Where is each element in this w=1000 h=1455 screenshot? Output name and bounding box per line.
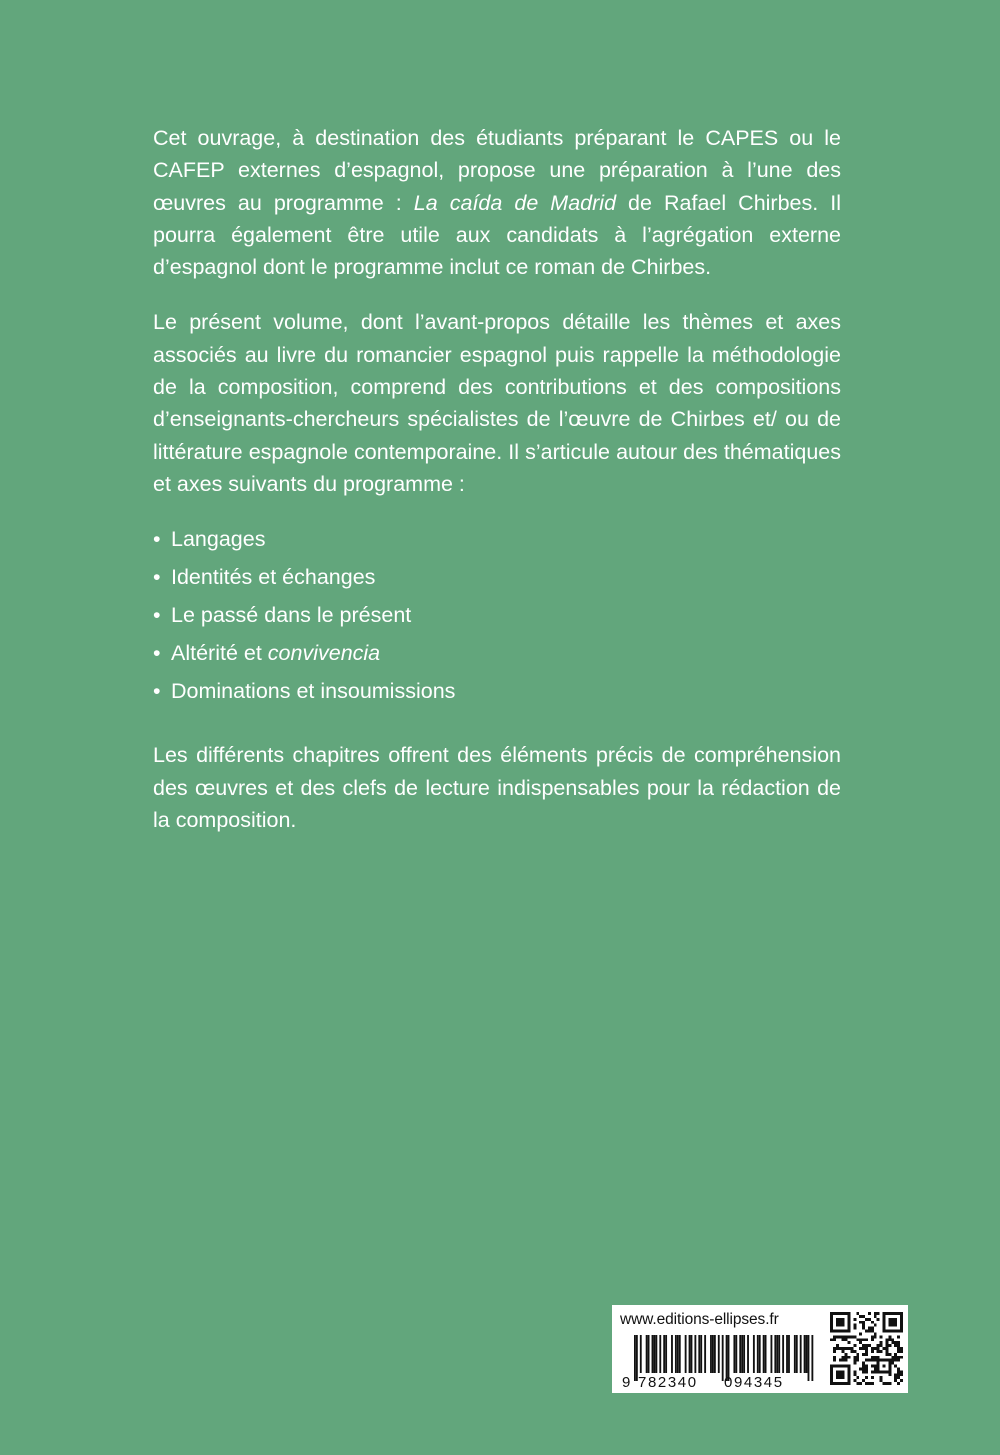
theme-label: Le passé dans le présent (171, 603, 412, 628)
qr-module (868, 1359, 871, 1362)
qr-module (897, 1359, 900, 1362)
barcode-bar (704, 1335, 706, 1373)
list-item (153, 596, 841, 634)
qr-module (897, 1347, 900, 1350)
qr-module (865, 1350, 868, 1353)
barcode-bar (712, 1335, 714, 1373)
qr-module (853, 1335, 856, 1338)
qr-module (897, 1335, 900, 1338)
barcode-bar (675, 1335, 677, 1373)
qr-module (833, 1338, 836, 1341)
qr-module (862, 1370, 865, 1373)
qr-module (871, 1370, 874, 1373)
theme-label: Altérité et (171, 641, 268, 666)
barcode-bar (689, 1335, 691, 1373)
barcode-bar (655, 1335, 657, 1373)
qr-module (865, 1344, 868, 1347)
qr-module (900, 1373, 903, 1376)
qr-module (897, 1344, 900, 1347)
barcode-bar (714, 1335, 716, 1373)
qr-module (853, 1318, 856, 1321)
barcode-bar (665, 1335, 667, 1373)
qr-module (891, 1338, 894, 1341)
paragraph-volume: Le présent volume, dont l’avant-propos détaille les thèmes et axes associés au livre du romancier espagnol puis rappelle la méthodologie de la composition, comprend des contributions et des compositions d’enseignants-chercheurs spécialistes de l’œuvre de Chirbes et/ ou de littérature espagnole contemporaine. Il s’articule autour des thématiques et axes suivants du programme : (153, 310, 841, 496)
qr-module (859, 1341, 862, 1344)
barcode-bar (763, 1335, 765, 1373)
qr-module (862, 1315, 865, 1318)
qr-module (883, 1382, 886, 1385)
qr-module (836, 1347, 839, 1350)
qr-module (894, 1359, 897, 1362)
qr-module (897, 1341, 900, 1344)
qr-module (836, 1318, 845, 1327)
qr-module (833, 1347, 836, 1350)
qr-module (871, 1356, 874, 1359)
qr-module (897, 1367, 900, 1370)
qr-module (877, 1318, 880, 1321)
qr-module (853, 1379, 856, 1382)
qr-module (883, 1347, 886, 1350)
theme-label-italic: convivencia (267, 641, 381, 666)
qr-module (839, 1347, 842, 1350)
qr-module (880, 1376, 883, 1379)
barcode-bar (811, 1335, 813, 1381)
qr-module (862, 1367, 865, 1370)
qr-module (850, 1347, 853, 1350)
qr-module (853, 1356, 856, 1359)
barcode-bar (788, 1335, 790, 1373)
barcode-bar (776, 1335, 778, 1373)
qr-module (894, 1356, 897, 1359)
qr-module (888, 1353, 891, 1356)
barcode-bar (778, 1335, 780, 1373)
qr-module (871, 1330, 874, 1333)
qr-module (877, 1347, 880, 1350)
qr-module (897, 1373, 900, 1376)
qr-module (859, 1321, 862, 1324)
barcode-bar (759, 1335, 761, 1373)
qr-module (868, 1344, 871, 1347)
qr-module (897, 1356, 900, 1359)
barcode-bar (771, 1335, 773, 1373)
barcode-bar (743, 1335, 745, 1373)
qr-module (880, 1344, 883, 1347)
qr-module (888, 1382, 891, 1385)
paragraph-intro (153, 122, 841, 283)
qr-module (885, 1353, 888, 1356)
bullet-icon: • (153, 565, 161, 590)
list-item (153, 558, 841, 596)
barcode-bar (765, 1335, 767, 1373)
qr-module (894, 1365, 897, 1368)
qr-module (862, 1347, 865, 1350)
qr-module (856, 1338, 859, 1341)
themes-list (153, 520, 841, 710)
qr-module (845, 1356, 848, 1359)
isbn-digit-lead: 9 (622, 1374, 631, 1389)
qr-module (888, 1344, 891, 1347)
qr-module (897, 1350, 900, 1353)
qr-module (888, 1318, 897, 1327)
qr-module (874, 1359, 877, 1362)
bullet-icon: • (153, 641, 161, 666)
qr-module (868, 1312, 871, 1315)
qr-module (848, 1335, 851, 1338)
qr-module (865, 1365, 868, 1368)
barcode-panel (612, 1305, 908, 1393)
isbn-digits-right: 094345 (724, 1374, 784, 1389)
qr-module (865, 1382, 868, 1385)
qr-module (839, 1335, 842, 1338)
qr-module (859, 1367, 862, 1370)
qr-module (853, 1344, 856, 1347)
novel-title: La caída de Madrid (413, 190, 617, 215)
qr-module (842, 1350, 845, 1353)
qr-module (894, 1379, 897, 1382)
qr-module (850, 1335, 853, 1338)
qr-module (856, 1359, 859, 1362)
barcode-bar (786, 1335, 788, 1373)
barcode-bar (698, 1335, 700, 1373)
qr-module (862, 1321, 865, 1324)
barcode-bar (694, 1335, 696, 1373)
barcode-bar (659, 1335, 661, 1373)
qr-module (877, 1344, 880, 1347)
barcode-bar (634, 1335, 636, 1381)
qr-module (836, 1335, 839, 1338)
barcode-bar (710, 1335, 712, 1373)
qr-module (871, 1376, 874, 1379)
barcode-bar (741, 1335, 743, 1373)
qr-module (883, 1365, 886, 1368)
qr-module (862, 1379, 865, 1382)
qr-module (839, 1359, 842, 1362)
qr-module (891, 1359, 894, 1362)
qr-module (880, 1350, 883, 1353)
barcode-bar (691, 1335, 693, 1373)
qr-module (853, 1370, 856, 1373)
bullet-icon: • (153, 527, 161, 552)
qr-module (880, 1335, 883, 1338)
barcode-bar (733, 1335, 735, 1373)
barcode-bar (753, 1335, 755, 1373)
qr-module (856, 1312, 859, 1315)
barcode-bar (718, 1335, 720, 1373)
qr-module (871, 1347, 874, 1350)
qr-module (856, 1356, 859, 1359)
qr-module (877, 1350, 880, 1353)
qr-module (842, 1338, 845, 1341)
barcode-bar (774, 1335, 776, 1373)
qr-module (900, 1356, 903, 1359)
qr-module (874, 1324, 877, 1327)
qr-module (877, 1356, 880, 1359)
qr-module (891, 1362, 894, 1365)
qr-module (848, 1356, 851, 1359)
qr-module (862, 1324, 865, 1327)
qr-module (859, 1315, 862, 1318)
theme-label: Dominations et insoumissions (171, 679, 456, 704)
qr-module (874, 1332, 877, 1335)
qr-module (871, 1338, 874, 1341)
qr-module (894, 1376, 897, 1379)
qr-module (885, 1347, 888, 1350)
qr-module (862, 1362, 865, 1365)
qr-module (862, 1365, 865, 1368)
qr-module (871, 1321, 874, 1324)
qr-module (874, 1356, 877, 1359)
barcode-bar (663, 1335, 665, 1373)
qr-module (885, 1341, 888, 1344)
qr-module (888, 1373, 891, 1376)
qr-module (833, 1350, 836, 1353)
barcode-bar (800, 1335, 802, 1373)
qr-module (888, 1335, 891, 1338)
qr-module (894, 1373, 897, 1376)
barcode-bar (640, 1335, 642, 1373)
list-item (153, 672, 841, 710)
qr-module (894, 1344, 897, 1347)
qr-module (842, 1356, 845, 1359)
qr-module (865, 1338, 868, 1341)
qr-module (871, 1382, 874, 1385)
qr-module (842, 1359, 845, 1362)
qr-module (862, 1344, 865, 1347)
qr-module (845, 1338, 848, 1341)
theme-label: Langages (171, 527, 266, 552)
description-text (153, 122, 841, 836)
qr-module (891, 1341, 894, 1344)
paragraph-intro-part1: Cet ouvrage, à destination des étudiants préparant le CAPES ou le CAFEP externes d’espagnol, propose une préparation à l’une des œuvres au programme : (153, 126, 841, 215)
qr-module (874, 1312, 877, 1315)
qr-module (836, 1370, 845, 1379)
barcode-bar (735, 1335, 737, 1373)
qr-module (888, 1338, 891, 1341)
qr-module (859, 1338, 862, 1341)
qr-module (894, 1353, 897, 1356)
qr-module (874, 1365, 877, 1368)
qr-module (897, 1370, 900, 1373)
paragraph-conclusion: Les différents chapitres offrent des éléments précis de compréhension des œuvres et des clefs de lecture indispensables pour la rédaction de la composition. (153, 743, 841, 832)
qr-module (862, 1327, 865, 1330)
qr-module (874, 1367, 877, 1370)
qr-module (865, 1370, 868, 1373)
barcode-bar (677, 1335, 679, 1373)
qr-module (891, 1356, 894, 1359)
list-item (153, 634, 841, 672)
qr-module (871, 1327, 874, 1330)
qr-module (830, 1338, 833, 1341)
qr-code-icon[interactable] (830, 1312, 903, 1385)
barcode-bar (794, 1335, 796, 1373)
barcode-bar (808, 1335, 810, 1381)
qr-module (865, 1347, 868, 1350)
qr-module (897, 1376, 900, 1379)
barcode-bar (757, 1335, 759, 1373)
qr-module (865, 1330, 868, 1333)
barcode-bar (747, 1335, 749, 1373)
qr-module (868, 1330, 871, 1333)
qr-module (833, 1359, 836, 1362)
bullet-icon: • (153, 679, 161, 704)
publisher-website-link[interactable]: www.editions-ellipses.fr (620, 1311, 779, 1328)
barcode-bar (646, 1335, 648, 1373)
qr-module (850, 1350, 853, 1353)
qr-module (859, 1382, 862, 1385)
qr-module (885, 1344, 888, 1347)
qr-module (871, 1359, 874, 1362)
qr-module (853, 1350, 856, 1353)
qr-module (868, 1382, 871, 1385)
qr-module (862, 1353, 865, 1356)
qr-module (848, 1347, 851, 1350)
qr-module (845, 1347, 848, 1350)
qr-module (877, 1312, 880, 1315)
barcode-bar (648, 1335, 650, 1373)
qr-module (853, 1362, 856, 1365)
isbn-digits-left: 782340 (638, 1374, 698, 1389)
qr-module (853, 1324, 856, 1327)
barcode-bar (804, 1335, 806, 1373)
qr-module (871, 1335, 874, 1338)
barcode-bar (782, 1335, 784, 1373)
qr-module (900, 1347, 903, 1350)
barcode-bar (806, 1335, 808, 1373)
qr-module (885, 1382, 888, 1385)
qr-module (874, 1347, 877, 1350)
paragraph-intro-part2: de Rafael Chirbes. Il pourra également être utile aux candidats à l’agrégation externe d’espagnol dont le programme inclut ce roman de Chirbes. (153, 190, 842, 280)
qr-module (859, 1332, 862, 1335)
qr-module (856, 1353, 859, 1356)
qr-module (897, 1382, 900, 1385)
qr-module (865, 1353, 868, 1356)
qr-module (868, 1327, 871, 1330)
barcode-bar (685, 1335, 687, 1373)
qr-module (859, 1347, 862, 1350)
qr-module (865, 1318, 868, 1321)
isbn-barcode (620, 1335, 816, 1389)
qr-module (856, 1382, 859, 1385)
qr-module (865, 1359, 868, 1362)
barcode-bar (654, 1335, 656, 1373)
qr-module (880, 1341, 883, 1344)
qr-module (853, 1327, 856, 1330)
theme-label: Identités et échanges (171, 565, 376, 590)
qr-module (885, 1338, 888, 1341)
qr-module (900, 1379, 903, 1382)
barcode-bar (652, 1335, 654, 1373)
qr-module (862, 1338, 865, 1341)
qr-module (871, 1350, 874, 1353)
qr-module (848, 1341, 851, 1344)
qr-module (874, 1370, 877, 1373)
qr-module (900, 1370, 903, 1373)
qr-module (865, 1376, 868, 1379)
qr-module (900, 1350, 903, 1353)
qr-module (845, 1353, 848, 1356)
qr-module (856, 1376, 859, 1379)
qr-module (885, 1350, 888, 1353)
qr-module (842, 1347, 845, 1350)
qr-module (836, 1344, 839, 1347)
qr-module (880, 1379, 883, 1382)
qr-module (871, 1365, 874, 1368)
bullet-icon: • (153, 603, 161, 628)
barcode-bar (700, 1335, 702, 1373)
qr-module (845, 1359, 848, 1362)
qr-module (865, 1367, 868, 1370)
qr-module (874, 1315, 877, 1318)
qr-module (894, 1341, 897, 1344)
list-item (153, 520, 841, 558)
qr-module (833, 1335, 836, 1338)
barcode-bar (796, 1335, 798, 1373)
barcode-bar (671, 1335, 673, 1373)
qr-module (868, 1318, 871, 1321)
qr-module (845, 1335, 848, 1338)
qr-module (853, 1373, 856, 1376)
qr-module (833, 1356, 836, 1359)
barcode-bar (679, 1335, 681, 1373)
qr-module (853, 1359, 856, 1362)
qr-module (874, 1335, 877, 1338)
barcode-bar (739, 1335, 741, 1373)
qr-module (842, 1335, 845, 1338)
